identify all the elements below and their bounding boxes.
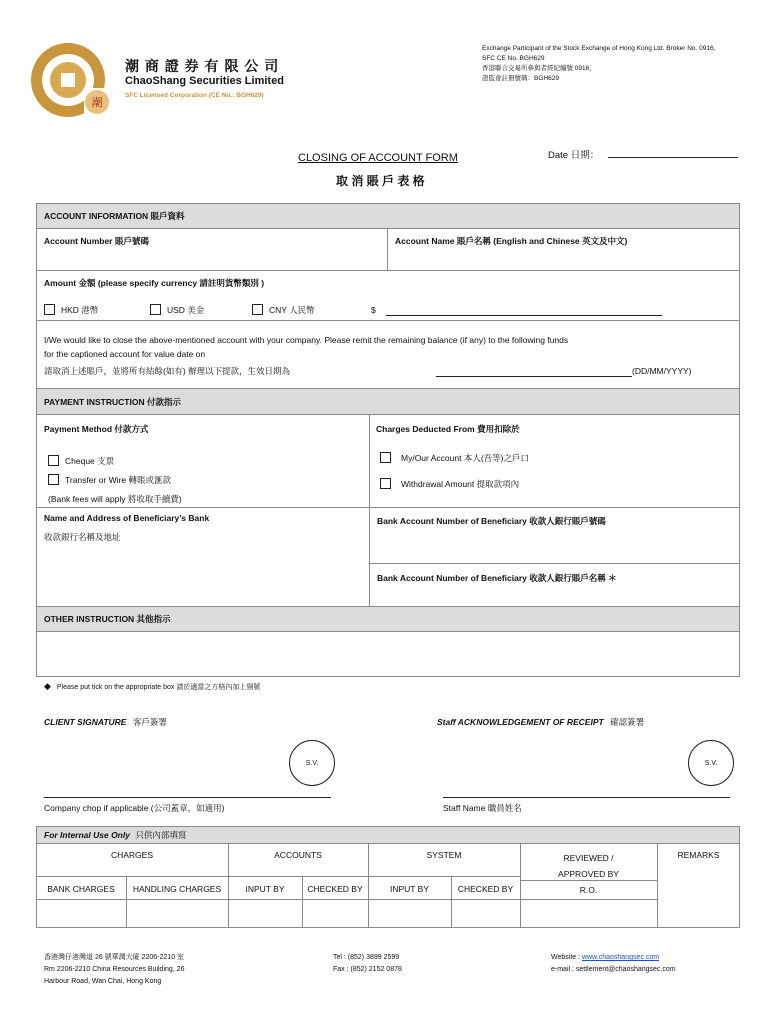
handling-charges-col: HANDLING CHARGES — [132, 883, 222, 894]
account-info-title: ACCOUNT INFORMATION 賬戶資料 — [44, 211, 185, 221]
usd-checkbox[interactable] — [150, 304, 161, 315]
accounts-header: ACCOUNTS — [274, 850, 322, 860]
value-date-field[interactable] — [436, 376, 632, 377]
withdrawal-option[interactable]: Withdrawal Amount 提取款項內 — [380, 478, 519, 490]
bank-charges-col: BANK CHARGES — [47, 883, 115, 894]
footer-contact: Tel : (852) 3899 2599 Fax : (852) 2152 0878 — [333, 954, 402, 973]
dollar-sign: $ — [371, 305, 376, 315]
website-link[interactable]: www.chaoshangsec.com — [582, 954, 660, 961]
payment-method-label: Payment Method 付款方式 — [44, 424, 149, 434]
company-logo — [28, 40, 118, 120]
withdrawal-checkbox[interactable] — [380, 478, 391, 489]
internal-title: For Internal Use Only 只供內部填寫 — [44, 830, 187, 840]
payment-title: PAYMENT INSTRUCTION 付款指示 — [44, 397, 181, 407]
ro-col: R.O. — [579, 884, 598, 895]
other-instruction-field[interactable] — [36, 631, 740, 677]
charges-header: CHARGES — [110, 850, 154, 860]
transfer-checkbox[interactable] — [48, 474, 59, 485]
amount-field[interactable] — [386, 315, 662, 316]
beneficiary-bank-label: Name and Address of Beneficiary’s Bank — [44, 513, 210, 523]
form-title: CLOSING OF ACCOUNT FORM — [298, 152, 458, 164]
accounts-input-by-col: INPUT BY — [245, 883, 285, 894]
bank-fees-note: (Bank fees will apply 將收取手續費) — [48, 494, 182, 504]
usd-option[interactable]: USD 美金 — [150, 304, 204, 316]
staff-name-label: Staff Name 職員姓名 — [443, 803, 522, 813]
system-header: SYSTEM — [426, 850, 462, 860]
bullet-icon: ◆ — [44, 681, 51, 691]
my-account-checkbox[interactable] — [380, 452, 391, 463]
date-format: (DD/MM/YYYY) — [632, 366, 692, 376]
footer-web: Website : www.chaoshangsec.com e-mail : settlement@chaoshangsec.com — [551, 954, 676, 973]
account-number-label: Account Number 賬戶號碼 — [44, 236, 149, 246]
company-name-en: ChaoShang Securities Limited — [125, 75, 284, 87]
my-account-option[interactable]: My/Our Account 本人(吾等)之戶口 — [380, 452, 529, 464]
charges-label: Charges Deducted From 費用扣除於 — [376, 424, 520, 434]
staff-sv-stamp: S.V. — [688, 740, 734, 786]
hkd-option[interactable]: HKD 港幣 — [44, 304, 98, 316]
cny-option[interactable]: CNY 人民幣 — [252, 304, 315, 316]
hkd-checkbox[interactable] — [44, 304, 55, 315]
transfer-option[interactable]: Transfer or Wire 轉賬或滙款 — [48, 474, 171, 486]
beneficiary-acc-number-label: Bank Account Number of Beneficiary 收款人銀行賬戶號碼 — [377, 516, 606, 526]
accounts-checked-by-col: CHECKED BY — [307, 883, 363, 894]
sfc-licence: SFC Licensed Corporation (CE No.: BGH629) — [125, 92, 264, 99]
beneficiary-bank-label-cn: 收款銀行名稱及地址 — [44, 532, 121, 542]
beneficiary-acc-name-label: Bank Account Number of Beneficiary 收款人銀行賬戶名稱 ＊ — [377, 573, 617, 583]
staff-signature-label: Staff ACKNOWLEDGEMENT OF RECEIPT 確認簽署 — [437, 717, 645, 727]
remarks-header: REMARKS — [677, 850, 720, 860]
client-sv-stamp: S.V. — [289, 740, 335, 786]
statement-line1: I/We would like to close the above-mentioned account with your company. Please remit the remaining balance (if any) to the following funds — [44, 335, 569, 345]
cny-checkbox[interactable] — [252, 304, 263, 315]
date-label: Date 日期： — [548, 150, 600, 161]
cheque-option[interactable]: Cheque 支票 — [48, 455, 114, 467]
cheque-checkbox[interactable] — [48, 455, 59, 466]
system-checked-by-col: CHECKED BY — [457, 883, 514, 894]
account-name-label: Account Name 賬戶名稱 (English and Chinese 英文及中文) — [395, 236, 628, 246]
svg-text:潮: 潮 — [91, 96, 103, 109]
company-chop-label: Company chop if applicable (公司蓋章，如適用) — [44, 803, 225, 813]
beneficiary-acc-name-field[interactable] — [369, 563, 740, 607]
form-title-cn: 取 消 賬 戶 表 格 — [336, 174, 425, 188]
statement-cn: 請取消上述賬戶，並將所有結餘(如有) 辦理以下提款，生效日期為 — [44, 366, 291, 376]
system-input-by-col: INPUT BY — [389, 883, 430, 894]
date-field[interactable] — [608, 157, 738, 158]
client-signature-line[interactable] — [44, 797, 331, 798]
tick-note: ◆ Please put tick on the appropriate box 請於適當之方格內加上剔號 — [44, 681, 261, 691]
exchange-info: Exchange Participant of the Stock Exchange of Hong Kong Ltd. Broker No. 0916, SFC CE No. BGH629 香港聯合交易所參與者經紀編號 0916， 證監會註冊號碼：BGH629 — [482, 45, 716, 82]
statement-line2: for the captioned account for value date on — [44, 349, 206, 359]
client-signature-label: CLIENT SIGNATURE 客戶簽署 — [44, 717, 167, 727]
amount-label: Amount 金額 (please specify currency 請註明貨幣類別 ) — [44, 278, 265, 288]
company-name-cn: 潮 商 證 券 有 限 公 司 — [125, 58, 280, 74]
footer-address: 香港灣仔港灣道 26 號華潤大廈 2206-2210 室 Rm 2206-2210 China Resources Building, 26 Harbour Road, Wan Chai, Hong Kong — [44, 954, 185, 985]
other-title: OTHER INSTRUCTION 其他指示 — [44, 614, 171, 624]
reviewed-header: REVIEWED / APPROVED BY — [558, 853, 619, 879]
staff-signature-line[interactable] — [443, 797, 730, 798]
